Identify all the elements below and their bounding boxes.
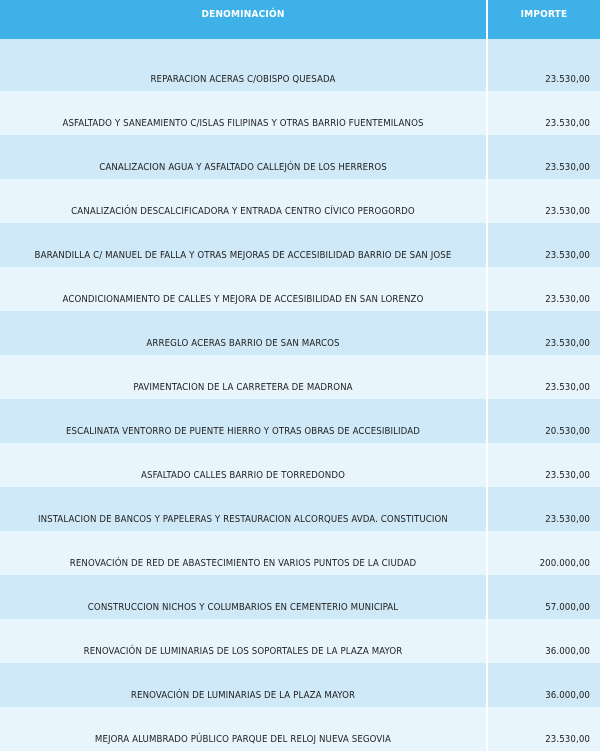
- row-importe: 23.530,00: [487, 179, 600, 223]
- row-importe: 23.530,00: [487, 91, 600, 135]
- row-importe: 200.000,00: [487, 531, 600, 575]
- row-denominacion: MEJORA ALUMBRADO PÚBLICO PARQUE DEL RELOJ NUEVA SEGOVIA: [0, 707, 487, 751]
- table-row: [0, 443, 600, 487]
- row-importe: 20.530,00: [487, 399, 600, 443]
- row-denominacion: ARREGLO ACERAS BARRIO DE SAN MARCOS: [0, 311, 487, 355]
- table-row: [0, 663, 600, 707]
- row-denominacion: INSTALACION DE BANCOS Y PAPELERAS Y RESTAURACION ALCORQUES AVDA. CONSTITUCION: [0, 487, 487, 531]
- row-denominacion: PAVIMENTACION DE LA CARRETERA DE MADRONA: [0, 355, 487, 399]
- row-denominacion: REPARACION ACERAS C/OBISPO QUESADA: [0, 39, 487, 91]
- table-row: [0, 39, 600, 91]
- table-row: [0, 619, 600, 663]
- row-importe: 23.530,00: [487, 311, 600, 355]
- table-row: [0, 179, 600, 223]
- row-denominacion: RENOVACIÓN DE LUMINARIAS DE LOS SOPORTALES DE LA PLAZA MAYOR: [0, 619, 487, 663]
- row-importe: 57.000,00: [487, 575, 600, 619]
- row-importe: 23.530,00: [487, 223, 600, 267]
- table-row: [0, 267, 600, 311]
- row-denominacion: CONSTRUCCION NICHOS Y COLUMBARIOS EN CEMENTERIO MUNICIPAL: [0, 575, 487, 619]
- row-denominacion: ESCALINATA VENTORRO DE PUENTE HIERRO Y OTRAS OBRAS DE ACCESIBILIDAD: [0, 399, 487, 443]
- row-denominacion: CANALIZACION AGUA Y ASFALTADO CALLEJÓN DE LOS HERREROS: [0, 135, 487, 179]
- row-importe: 36.000,00: [487, 663, 600, 707]
- table-row: [0, 355, 600, 399]
- header-denominacion: DENOMINACIÓN: [0, 0, 487, 39]
- row-importe: 23.530,00: [487, 487, 600, 531]
- row-denominacion: BARANDILLA C/ MANUEL DE FALLA Y OTRAS MEJORAS DE ACCESIBILIDAD BARRIO DE SAN JOSE: [0, 223, 487, 267]
- table-row: [0, 531, 600, 575]
- table-row: [0, 575, 600, 619]
- header-importe: IMPORTE: [487, 0, 600, 39]
- table-row: [0, 487, 600, 531]
- row-importe: 36.000,00: [487, 619, 600, 663]
- row-denominacion: RENOVACIÓN DE LUMINARIAS DE LA PLAZA MAYOR: [0, 663, 487, 707]
- table-row: [0, 707, 600, 751]
- row-importe: 23.530,00: [487, 267, 600, 311]
- row-importe: 23.530,00: [487, 355, 600, 399]
- table-row: [0, 91, 600, 135]
- row-denominacion: CANALIZACIÓN DESCALCIFICADORA Y ENTRADA CENTRO CÍVICO PEROGORDO: [0, 179, 487, 223]
- table-row: [0, 135, 600, 179]
- row-denominacion: ACONDICIONAMIENTO DE CALLES Y MEJORA DE ACCESIBILIDAD EN SAN LORENZO: [0, 267, 487, 311]
- table-row: [0, 223, 600, 267]
- table-header-row: [0, 0, 600, 39]
- row-denominacion: RENOVACIÓN DE RED DE ABASTECIMIENTO EN VARIOS PUNTOS DE LA CIUDAD: [0, 531, 487, 575]
- row-denominacion: ASFALTADO CALLES BARRIO DE TORREDONDO: [0, 443, 487, 487]
- row-importe: 23.530,00: [487, 707, 600, 751]
- row-denominacion: ASFALTADO Y SANEAMIENTO C/ISLAS FILIPINAS Y OTRAS BARRIO FUENTEMILANOS: [0, 91, 487, 135]
- row-importe: 23.530,00: [487, 39, 600, 91]
- row-importe: 23.530,00: [487, 443, 600, 487]
- table-row: [0, 311, 600, 355]
- table-row: [0, 399, 600, 443]
- row-importe: 23.530,00: [487, 135, 600, 179]
